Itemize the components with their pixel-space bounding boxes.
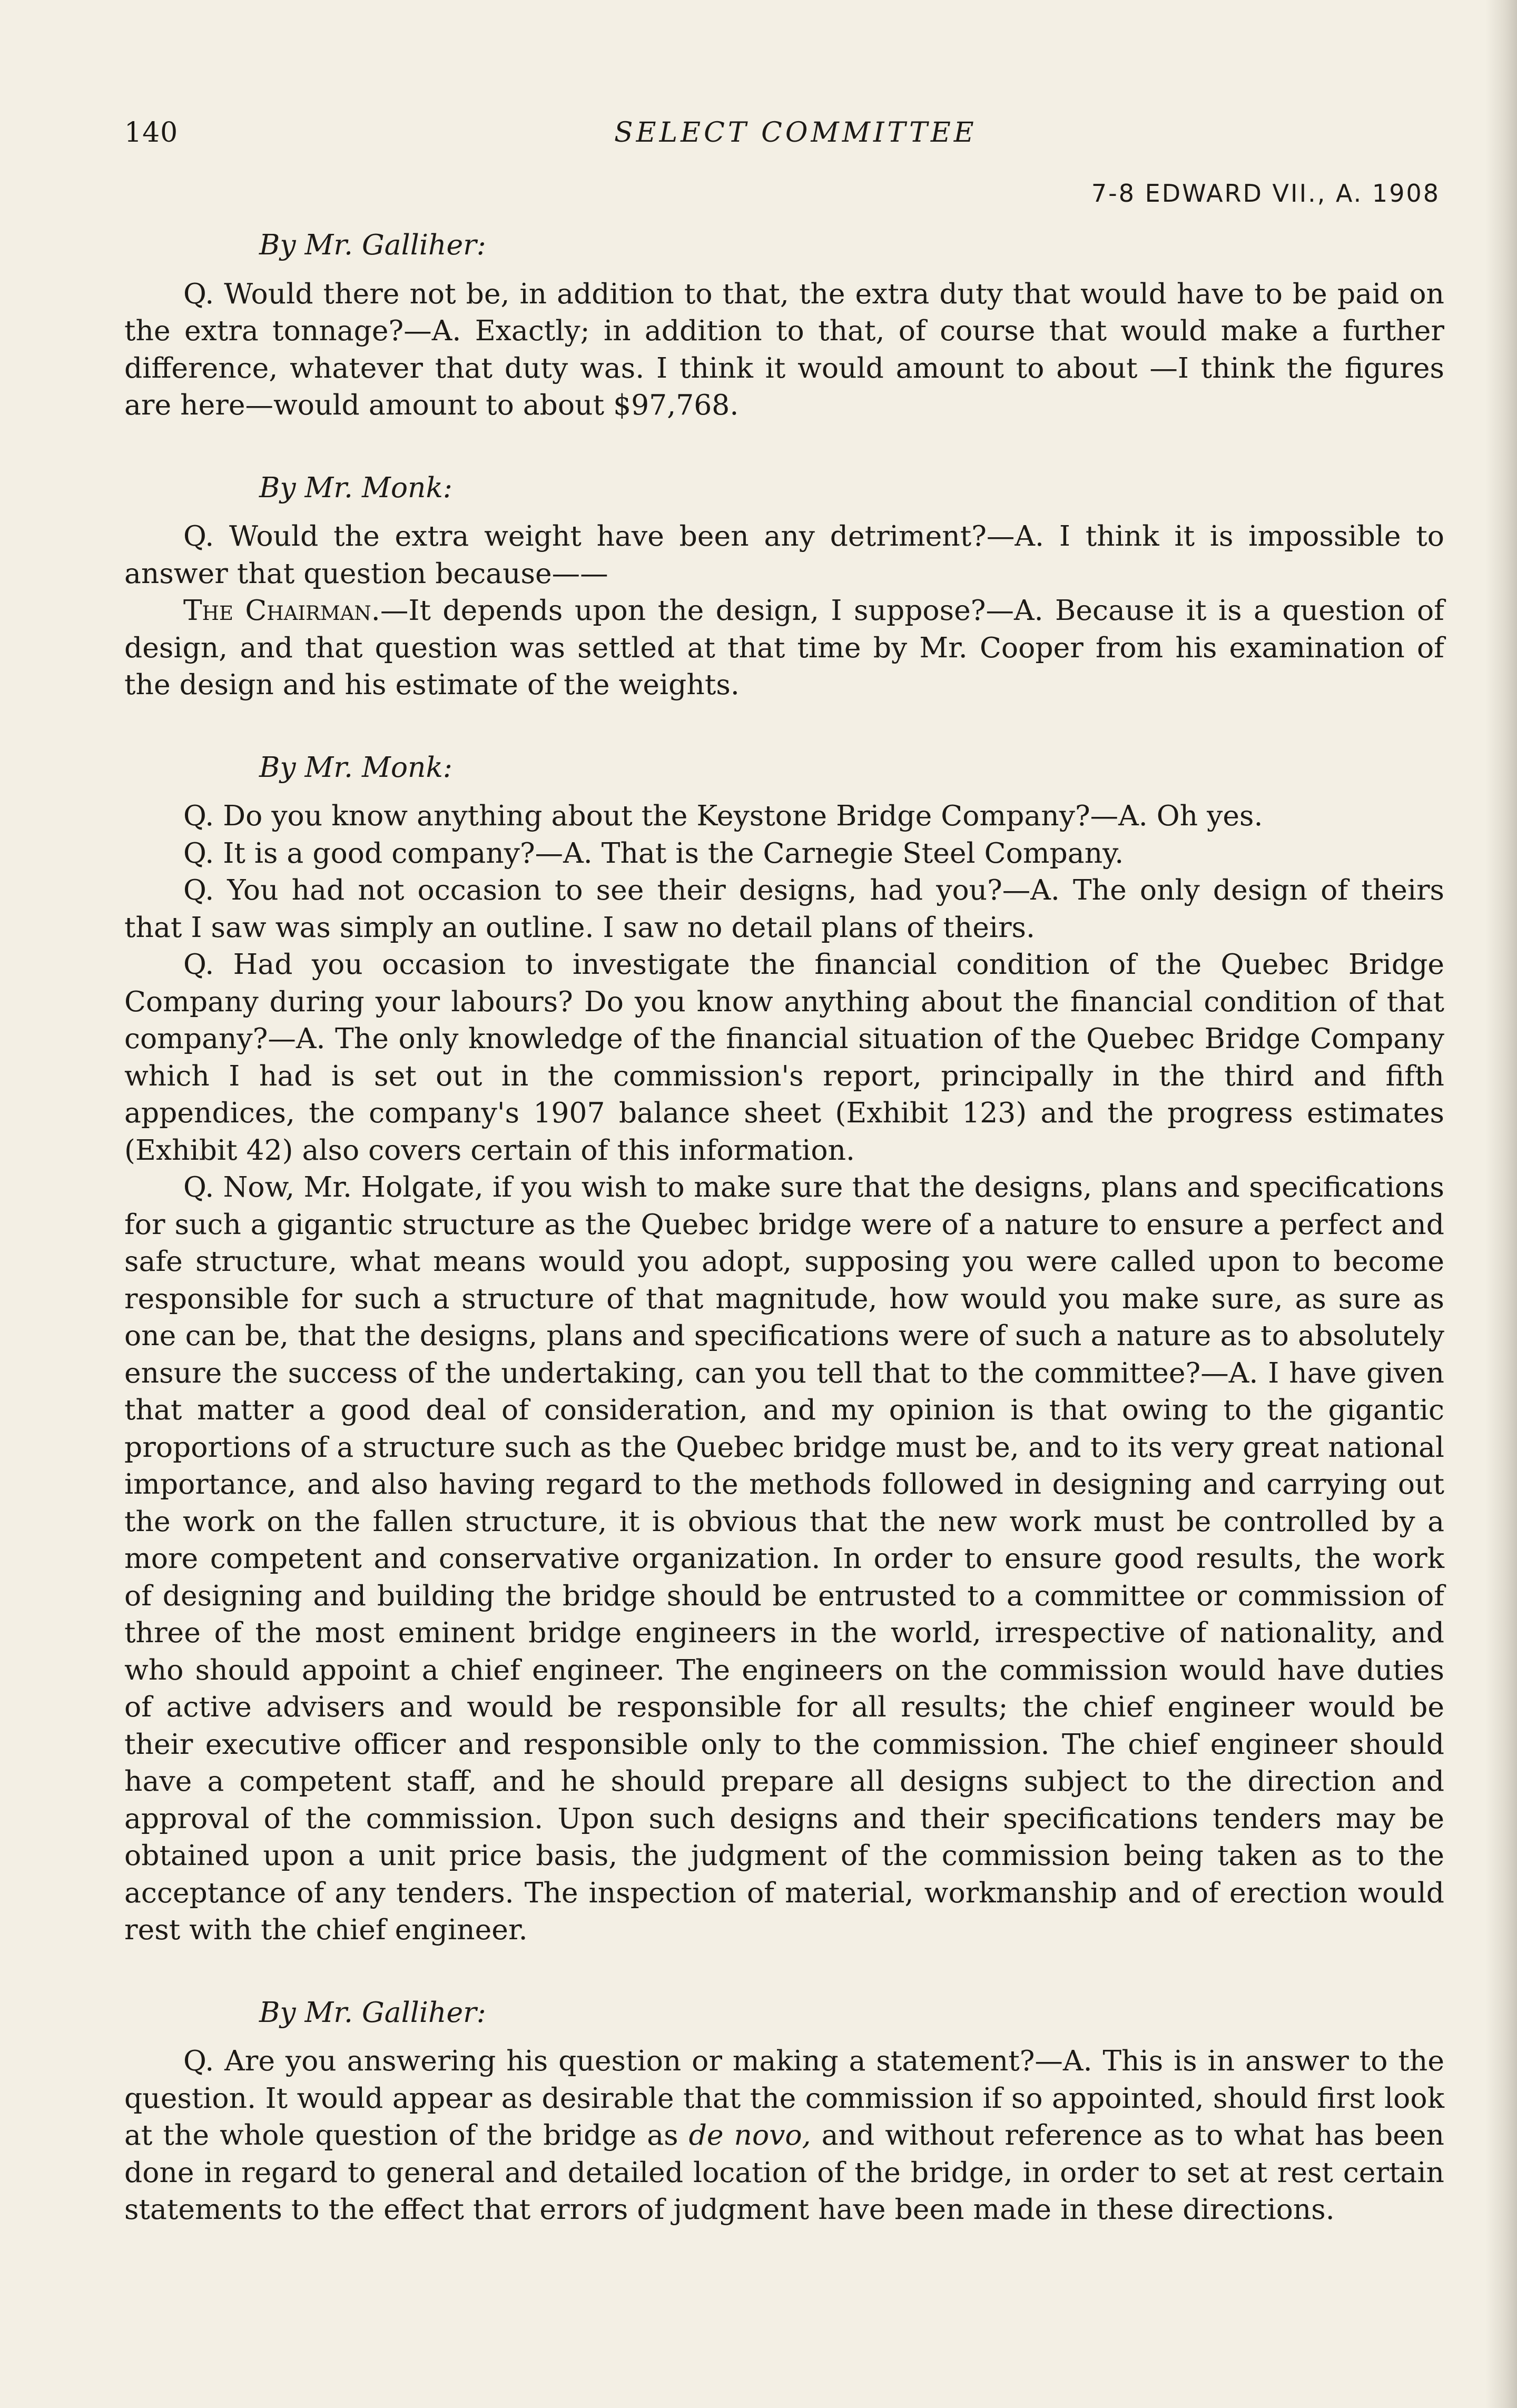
page-number: 140	[124, 117, 179, 149]
session-reference: 7-8 EDWARD VII., A. 1908	[1091, 179, 1440, 208]
section-gap	[124, 704, 1444, 749]
section-gap	[124, 424, 1444, 469]
paragraph	[124, 2042, 1444, 2228]
paragraph: Q. Would there not be, in addition to that, the extra duty that would have to be paid on the extra tonnage?—A. Exactly; in addition to that, of course that would make a further difference, whatever that duty was. I think it would amount to about —I think the figures are here—would amount to about $97,768.	[124, 277, 1444, 421]
speaker-heading: By Mr. Galliher:	[259, 1995, 486, 2029]
chairman-paragraph	[124, 592, 1444, 704]
speaker-heading: By Mr. Monk:	[259, 470, 452, 504]
section-gap	[124, 1949, 1444, 1994]
speaker-heading: By Mr. Galliher:	[259, 228, 486, 261]
latin-phrase: de novo,	[688, 2118, 811, 2152]
paragraph: Q. Now, Mr. Holgate, if you wish to make sure that the designs, plans and specifications for such a gigantic structure as the Quebec bridge were of a nature to ensure a perfect and safe structure, what means would you adopt, supposing you were called upon to become responsible for such a structure of that magnitude, how would you make sure, as sure as one can be, that the designs, plans and specifications were of such a nature as to absolutely ensure the success of the undertaking, can you tell that to the committee?—A. I have given that matter a good deal of consideration, and my opinion is that owing to the gigantic proportions of a structure such as the Quebec bridge must be, and to its very great national importance, and also having regard to the methods followed in designing and carrying out the work on the fallen structure, it is obvious that the new work must be controlled by a more competent and conservative organization. In order to ensure good results, the work of designing and building the bridge should be entrusted to a committee or commission of three of the most eminent bridge engineers in the world, irrespective of nationality, and who should appoint a chief engineer. The engineers on the commission would have duties of active advisers and would be responsible for all results; the chief engineer would be their executive officer and responsible only to the commission. The chief engineer should have a competent staff, and he should prepare all designs subject to the direction and approval of the commission. Upon such designs and their specifications tenders may be obtained upon a unit price basis, the judgment of the commission being taken as to the acceptance of any tenders. The inspection of material, workmanship and of erection would rest with the chief engineer.	[124, 1170, 1444, 1946]
paragraph: Q. It is a good company?—A. That is the Carnegie Steel Company.	[183, 836, 1124, 870]
page-edge-shadow	[1485, 0, 1517, 2408]
paragraph: Q. Had you occasion to investigate the financial condition of the Quebec Bridge Company during your labours? Do you know anything about the financial condition of that company?—A. The only knowledge of the financial situation of the Quebec Bridge Company which I had is set out in the commission's report, principally in the third and fifth appendices, the company's 1907 balance sheet (Exhibit 123) and the progress estimates (Exhibit 42) also covers certain of this information.	[124, 948, 1444, 1167]
paragraph-text: and without reference as to what has been done in regard to general and detailed location of the bridge, in order to set at rest certain statements to the effect that errors of judgment have been made in these directions.	[124, 2118, 1444, 2226]
speaker-heading: By Mr. Monk:	[259, 750, 452, 784]
page-header	[124, 117, 1441, 154]
document-body	[124, 226, 1444, 2228]
running-title: SELECT COMMITTEE	[614, 117, 977, 149]
paragraph: Q. Do you know anything about the Keystone Bridge Company?—A. Oh yes.	[183, 799, 1263, 832]
paragraph: Q. Would the extra weight have been any detriment?—A. I think it is impossible to answer that question because——	[124, 519, 1444, 590]
chairman-text: —It depends upon the design, I suppose?—A. Because it is a question of design, and that question was settled at that time by Mr. Cooper from his examination of the design and his estimate of the weights.	[124, 594, 1444, 701]
paragraph: Q. You had not occasion to see their designs, had you?—A. The only design of theirs that I saw was simply an outline. I saw no detail plans of theirs.	[124, 873, 1444, 944]
paragraph-text: Q. Are you answering his question or making a statement?—A. This is in answer to the question. It would appear as desirable that the commission if so appointed, should first look at the whole question of the bridge as	[124, 2044, 1444, 2152]
chairman-label: The Chairman.	[183, 594, 380, 627]
